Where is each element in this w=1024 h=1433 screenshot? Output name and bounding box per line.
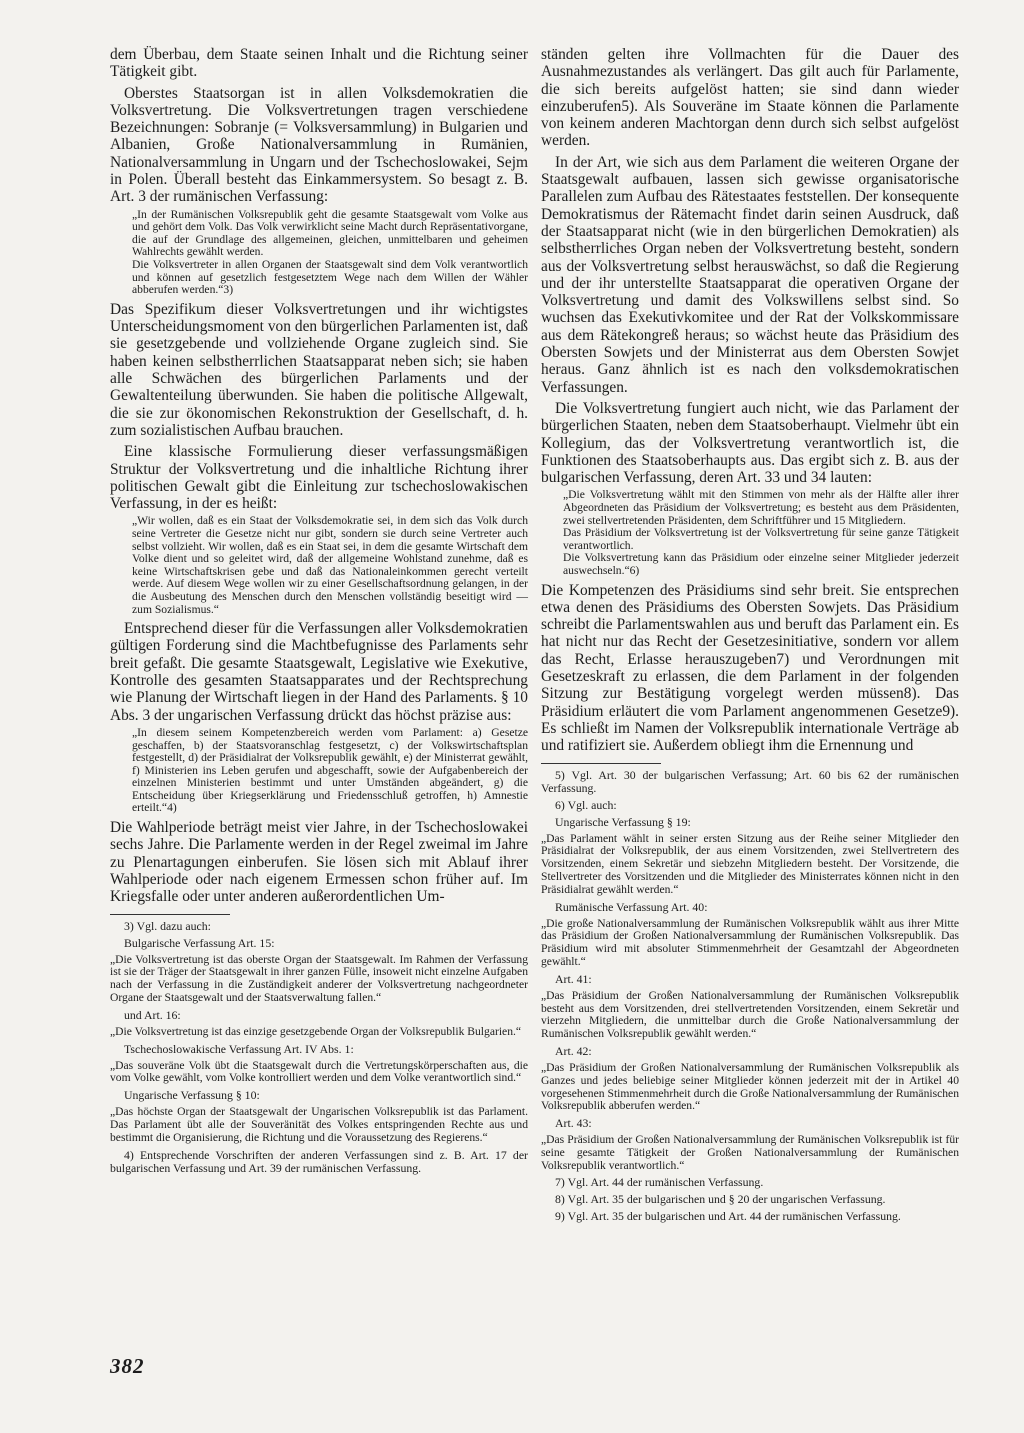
quote-line: Die Volksvertretung kann das Präsidium oder einzelne seiner Mitglieder jederzeit auswechseln.“6): [563, 551, 959, 577]
footnote-subheading: und Art. 16:: [124, 1007, 181, 1022]
quote-line: „In diesem seinem Kompetenzbereich werden vom Parlament: a) Gesetze geschaffen, b) der Staatsvoranschlag festgesetzt, c) der Volkswirtschaftsplan festgestellt, d) der Präsidialrat der Volksrepublik gewählt, e) der Ministerrat gewählt, f) Ministerien ins Leben gerufen und abgeschafft, sowie der Aufgabenbereich der einzelnen Ministerien bestimmt und unter Umständen abgeändert, g) die Entscheidung über Kriegserklärung und Friedensschluß getroffen, h) Amnestie erteilt.“4): [132, 725, 528, 815]
quote-line: Die Volksvertreter in allen Organen der Staatsgewalt sind dem Volk verantwortlich und können auf gesetzlich festgesetztem Wege nach dem Willen der Wähler abberufen werden.“3): [132, 258, 528, 297]
paragraph: In der Art, wie sich aus dem Parlament die weiteren Organe der Staatsgewalt aufbauen, lassen sich gewisse organisatorische Parallelen zum Aufbau des Rätestaates feststellen. Der konsequente Demokratismus der Rätemacht findet darin seinen Ausdruck, daß der Staatsapparat nicht (wie in den bürgerlichen Demokratien) als selbstherrliches Organ neben der Volksvertretung besteht, sondern aus der Volksvertretung selbst herauswächst, so daß die Regierung und der ihr unterstellte Staatsapparat die operativen Organe der Volksvertretung und damit des Volkswillens selbst sind. So wuchsen das Exekutivkomitee und der Rat der Volkskommissare aus dem Rätekongreß heraus; so wächst heute das Präsidium des Obersten Sowjets und der Ministerrat aus dem Obersten Sowjet heraus. Ganz ähnlich ist es nach den volksdemokratischen Verfassungen.: [541, 153, 959, 396]
footnote: 6) Vgl. auch:: [555, 797, 617, 812]
footnote: 8) Vgl. Art. 35 der bulgarischen und § 20 der ungarischen Verfassung.: [555, 1192, 886, 1207]
footnote-subheading: Rumänische Verfassung Art. 40:: [555, 899, 708, 914]
footnote-quote: „Die Volksvertretung ist das einzige gesetzgebende Organ der Volksrepublik Bulgarien.“: [110, 1024, 522, 1038]
footnote-subheading: Bulgarische Verfassung Art. 15:: [124, 935, 275, 950]
footnote-quote: „Das Präsidium der Großen Nationalversammlung der Rumänischen Volksrepublik als Ganzes und jedes beliebige seiner Mitglieder können jederzeit mit der in Artikel 40 vorgesehenen Stimmenmehrheit durch die Große Nationalversammlung der Rumänischen Volksrepublik abberufen werden.“: [541, 1060, 959, 1113]
footnote: 3) Vgl. dazu auch:: [124, 918, 211, 933]
block-quote: [563, 489, 959, 577]
paragraph: Oberstes Staatsorgan ist in allen Volksdemokratien die Volksvertretung. Die Volksvertretungen tragen verschiedene Bezeichnungen: Sobranje (= Volksversammlung) in Bulgarien und Albanien, Große Nationalversammlung in Rumänien, Nationalversammlung in Ungarn und der Tschechoslowakei, Sejm in Polen. Überall besteht das Einkammersystem. So besagt z. B. Art. 3 der rumänischen Verfassung:: [110, 84, 528, 206]
left-column: [110, 46, 528, 1179]
block-quote: [132, 515, 528, 616]
block-quote: [132, 727, 528, 815]
paragraph: Das Spezifikum dieser Volksvertretungen und ihr wichtigstes Unterscheidungsmoment von den bürgerlichen Parlamenten ist, daß sie gesetzgebende und vollziehende Organe zugleich sind. Sie haben keinen selbstherrlichen Staatsapparat neben sich; sie haben alle Schwächen des bürgerlichen Parlaments und der Gewaltenteilung überwunden. Sie haben die politische Allgewalt, die sie zur ökonomischen Rekonstruktion der Gesellschaft, d. h. zum sozialistischen Aufbau brauchen.: [110, 300, 528, 439]
paragraph: Die Wahlperiode beträgt meist vier Jahre, in der Tschechoslowakei sechs Jahre. Die Parlamente werden in der Regel zweimal im Jahre zu Plenartagungen einberufen. Sie lösen sich mit Ablauf ihrer Wahlperiode oder nach eigenem Ermessen schon früher auf. Im Kriegsfalle oder unter anderen außerordentlichen Um-: [110, 819, 528, 906]
footnote-quote: „Die große Nationalversammlung der Rumänischen Volksrepublik wählt aus ihrer Mitte das Präsidium der Großen Nationalversammlung der Rumänischen Volksrepublik. Das Präsidium wird mit absoluter Stimmenmehrheit der Gesamtzahl der Abgeordneten gewählt.“: [541, 916, 959, 968]
block-quote: [132, 209, 528, 297]
footnote-subheading: Art. 41:: [555, 971, 592, 986]
footnote: 9) Vgl. Art. 35 der bulgarischen und Art. 44 der rumänischen Verfassung.: [555, 1209, 901, 1224]
quote-line: „Wir wollen, daß es ein Staat der Volksdemokratie sei, in dem sich das Volk durch seine Vertreter die Gesetze nicht nur gibt, sondern sie durch seine Vertreter auch selbst vollzieht. Wir wollen, daß es ein Staat sei, in dem die gesamte Wirtschaft dem Volke dient und so geleitet wird, daß der allgemeine Wohlstand zunehme, daß es keine Wirtschaftskrisen gebe und daß das Nationaleinkommen gerecht verteilt werde. Auf diesem Wege wollen wir zu einer Gesellschaftsordnung gelangen, in der die Ausbeutung des Menschen durch den Menschen vollständig beseitigt wird — zum Sozialismus.“: [132, 514, 528, 616]
quote-line: Das Präsidium der Volksvertretung ist der Volksvertretung für seine ganze Tätigkeit verantwortlich.: [563, 526, 959, 552]
right-column: [541, 46, 959, 1227]
paragraph: Entsprechend dieser für die Verfassungen aller Volksdemokratien gültigen Forderung sind die Machtbefugnisse des Parlaments sehr breit gefaßt. Die gesamte Staatsgewalt, Legislative wie Exekutive, Kontrolle des gesamten Staatsapparates und der Rechtsprechung wie Planung der Wirtschaft liegen in der Hand des Parlaments. § 10 Abs. 3 der ungarischen Verfassung drückt das höchst präzise aus:: [110, 620, 528, 724]
quote-line: „Die Volksvertretung wählt mit den Stimmen von mehr als der Hälfte aller ihrer Abgeordneten das Präsidium der Volksvertretung; es besteht aus dem Präsidenten, zwei stellvertretenden Präsidenten, dem Schriftführer und 15 Mitgliedern.: [563, 488, 959, 527]
footnote-divider: [541, 763, 661, 764]
footnote-quote: „Das Präsidium der Großen Nationalversammlung der Rumänischen Volksrepublik ist für seine gesamte Tätigkeit der Großen Nationalversammlung der Rumänischen Volksrepublik verantwortlich.“: [541, 1133, 959, 1172]
paragraph: Eine klassische Formulierung dieser verfassungsmäßigen Struktur der Volksvertretung und die inhaltliche Richtung ihrer politischen Gewalt gibt die Einleitung zur tschechoslowakischen Verfassung, in der es heißt:: [110, 443, 528, 513]
paragraph: Die Volksvertretung fungiert auch nicht, wie das Parlament der bürgerlichen Staaten, neben dem Staatsoberhaupt. Vielmehr übt ein Kollegium, das der Volksvertretung verantwortlich ist, die Funktionen des Staatsoberhaupts aus. Das ergibt sich z. B. aus der bulgarischen Verfassung, deren Art. 33 und 34 lauten:: [541, 399, 959, 487]
paragraph: ständen gelten ihre Vollmachten für die Dauer des Ausnahmezustandes als verlängert. Das gilt auch für Parlamente, die sich bereits aufgelöst hatten; sie sind dann wieder einzuberufen5). Als Souveräne im Staate können die Parlamente von keinem anderen Machtorgan denn durch sich selbst aufgelöst werden.: [541, 46, 959, 150]
quote-line: „In der Rumänischen Volksrepublik geht die gesamte Staatsgewalt vom Volke aus und gehört dem Volk. Das Volk verwirklicht seine Macht durch Repräsentativorgane, die auf der Grundlage des allgemeinen, gleichen, unmittelbaren und geheimen Wahlrechts gewählt werden.: [132, 207, 528, 259]
page-number: 382: [110, 1354, 145, 1378]
footnote-subheading: Art. 42:: [555, 1043, 592, 1058]
footnote-quote: „Die Volksvertretung ist das oberste Organ der Staatsgewalt. Im Rahmen der Verfassung ist sie der Träger der Staatsgewalt in ihrer ganzen Fülle, insoweit nicht einzelne Aufgaben nach der Verfassung in die Zuständigkeit anderer der Volksvertretung nachgeordneter Organe der Staatsgewalt und der Staatsverwaltung fallen.“: [110, 952, 528, 1004]
footnote: 5) Vgl. Art. 30 der bulgarischen Verfassung; Art. 60 bis 62 der rumänischen Verfassung.: [541, 767, 959, 795]
footnote-subheading: Art. 43:: [555, 1116, 592, 1131]
footnote: 4) Entsprechende Vorschriften der anderen Verfassungen sind z. B. Art. 17 der bulgarischen Verfassung und Art. 39 der rumänischen Verfassung.: [110, 1147, 528, 1175]
footnote: 7) Vgl. Art. 44 der rumänischen Verfassung.: [555, 1175, 764, 1190]
footnote-subheading: Ungarische Verfassung § 10:: [124, 1088, 260, 1103]
footnote-divider: [110, 914, 230, 915]
paragraph: dem Überbau, dem Staate seinen Inhalt und die Richtung seiner Tätigkeit gibt.: [110, 46, 528, 81]
footnote-quote: „Das Präsidium der Großen Nationalversammlung der Rumänischen Volksrepublik besteht aus dem Vorsitzenden, drei stellvertretenden Vorsitzenden, einem Sekretär und vierzehn Mitgliedern, die unmittelbar durch die Große Nationalversammlung der Rumänischen Volksrepublik gewählt werden.“: [541, 988, 959, 1041]
footnote-quote: „Das Parlament wählt in seiner ersten Sitzung aus der Reihe seiner Mitglieder den Präsidialrat der Volksrepublik, der aus einem Vorsitzenden, zwei Stellvertretern des Vorsitzenden, einem Sekretär und siebzehn Mitgliedern besteht. Der Vorsitzende, die Stellvertreter des Vorsitzenden und die Mitglieder des Ministerrates können nicht in den Präsidialrat gewählt werden.“: [541, 831, 959, 896]
footnote-subheading: Ungarische Verfassung § 19:: [555, 814, 691, 829]
footnote-quote: „Das souveräne Volk übt die Staatsgewalt durch die Vertretungskörperschaften aus, die vom Volke gewählt, vom Volke kontrolliert werden und dem Volke verantwortlich sind.“: [110, 1058, 528, 1085]
footnote-quote: „Das höchste Organ der Staatsgewalt der Ungarischen Volksrepublik ist das Parlament. Das Parlament übt alle der Souveränität des Volkes entspringenden Rechte aus und bestimmt die Organisierung, die Richtung und die Voraussetzung des Regierens.“: [110, 1105, 528, 1144]
paragraph: Die Kompetenzen des Präsidiums sind sehr breit. Sie entsprechen etwa denen des Präsidiums des Obersten Sowjets. Das Präsidium schreibt die Parlamentswahlen aus und beruft das Parlament ein. Es hat nicht nur das Recht der Gesetzesinitiative, sondern vor allem das Recht, Erlasse herauszugeben7) und Verordnungen mit Gesetzeskraft zu erlassen, die dem Parlament in der folgenden Sitzung zur Bestätigung vorgelegt werden müssen8). Das Präsidium erläutert die vom Parlament angenommenen Gesetze9). Es schließt im Namen der Volksrepublik internationale Verträge ab und ratifiziert sie. Außerdem obliegt ihm die Ernennung und: [541, 581, 959, 755]
footnote-subheading: Tschechoslowakische Verfassung Art. IV Abs. 1:: [124, 1041, 354, 1056]
